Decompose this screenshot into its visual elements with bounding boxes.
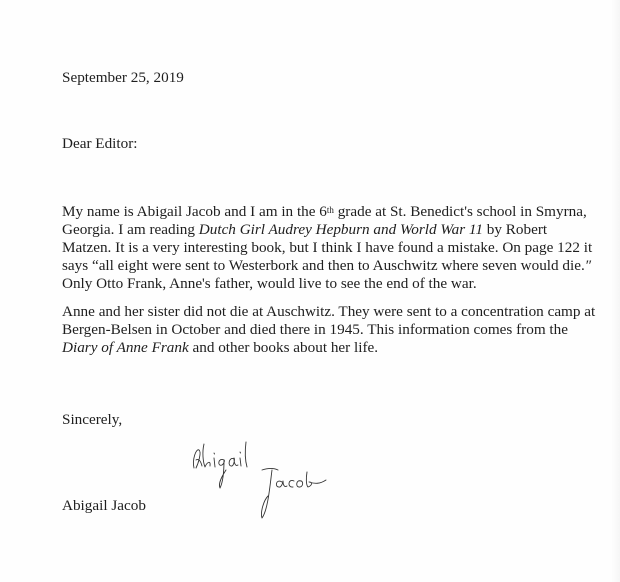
text-segment: Georgia. I am reading (62, 221, 199, 238)
handwritten-signature (190, 440, 340, 530)
paragraph-1-line-1 (62, 203, 587, 221)
body-paragraph-2 (62, 303, 596, 357)
ordinal-superscript: th (326, 205, 334, 215)
paragraph-1-line-4 (62, 257, 592, 275)
text-segment: grade at St. Benedict's school in Smyrna, (333, 203, 587, 220)
signer-name: Abigail Jacob (62, 497, 146, 514)
text-segment: My name is Abigail Jacob and I am in the 6 (62, 203, 327, 220)
closing: Sincerely, (62, 411, 123, 428)
paragraph-1-line-2 (62, 221, 582, 239)
quote-text: says “all eight were sent to Westerbork and then to Auschwitz where seven would die. (62, 257, 585, 274)
closing-quote-mark: ″ (584, 257, 592, 274)
book-title: Diary of Anne Frank (62, 339, 189, 356)
text-segment: and other books about her life. (188, 339, 379, 356)
paragraph-1-line-3: Matzen. It is a very interesting book, but I think I have found a mistake. On page 122 it (62, 239, 593, 256)
text-segment: by Robert (482, 221, 548, 238)
paragraph-2-line-3 (62, 339, 582, 357)
body-paragraph-1 (62, 203, 593, 293)
salutation: Dear Editor: (62, 135, 138, 152)
letter-date: September 25, 2019 (62, 69, 184, 86)
paragraph-2-line-1: Anne and her sister did not die at Auschwitz. They were sent to a concentration camp at (62, 303, 596, 320)
paragraph-1-line-5: Only Otto Frank, Anne's father, would live to see the end of the war. (62, 275, 477, 292)
paragraph-2-line-2: Bergen-Belsen in October and died there in 1945. This information comes from the (62, 321, 568, 338)
scan-edge-shadow (612, 0, 620, 582)
book-title: Dutch Girl Audrey Hepburn and World War 11 (198, 221, 483, 238)
